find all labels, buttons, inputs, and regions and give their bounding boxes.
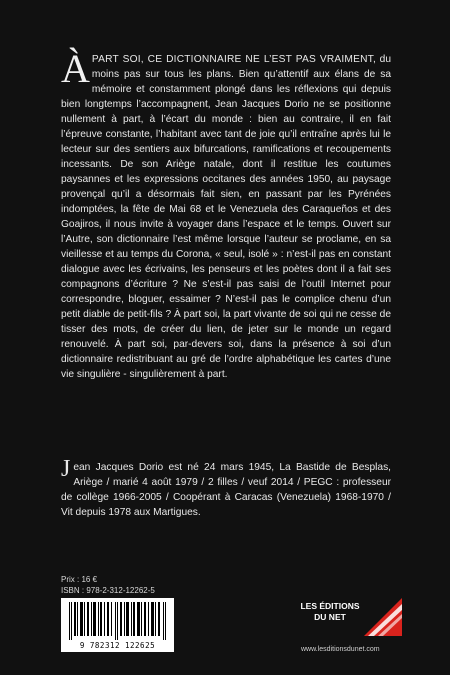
barcode-bars bbox=[67, 602, 168, 640]
bio-text: ean Jacques Dorio est né 24 mars 1945, La Bastide de Besplas, Ariège / marié 4 août 1979 / 2 filles / veuf 2014 / PEGC : professeur de collège 1966-2005 / Coopérant à Caracas (Venezuela) 1968-1970 / Vit depuis 1978 aux Martigues. bbox=[61, 462, 391, 518]
publisher-name-line2: DU NET bbox=[314, 612, 346, 622]
publisher-mark-icon bbox=[364, 598, 402, 636]
back-cover-blurb bbox=[61, 46, 391, 382]
author-bio bbox=[61, 456, 391, 520]
bio-dropcap: J bbox=[61, 456, 71, 482]
isbn-barcode bbox=[61, 598, 174, 652]
blurb-dropcap: À bbox=[61, 46, 90, 91]
blurb-lead-caps: PART SOI, CE DICTIONNAIRE NE L’EST PAS VRAIMENT, bbox=[91, 54, 376, 65]
publisher-website[interactable]: www.lesditionsdunet.com bbox=[301, 646, 380, 653]
price-isbn-block bbox=[61, 574, 155, 596]
isbn-label: ISBN : 978-2-312-12262-5 bbox=[61, 586, 155, 595]
barcode-number: 9 782312 122625 bbox=[79, 641, 156, 650]
publisher-logo bbox=[296, 598, 406, 638]
blurb-text: du moins pas sur tous les plans. Bien qu’attentif aux élans de sa mémoire et constamment plongé dans les réflexions qui depuis bien longtemps l’accompagnent, Jean Jacques Dorio ne se positionne nullement à part, à l’écart du monde : bien au contraire, il en fait l’épreuve constante, l’habitant avec tant de joie qu’il entraîne après lui le lecteur sur des sentiers aux bifurcations, ramifications et recoupements incessants. De son Ariège natale, dont il restitue les coutumes paysannes et les expressions occitanes des années 1950, au paysage provençal qu’il a désormais fait sien, en passant par les Pyrénées indomptées, la fête de Mai 68 et le Venezuela des Caraqueños et des Goajiros, il nous invite à voyager dans l’espace et le temps. Ouvert sur l’Autre, son dictionnaire l’est même lorsque l’auteur se proclame, en sa vieillesse et au temps du Corona, « seul, isolé » : n’est-il pas en constant dialogue avec les écrivains, les penseurs et les poètes dont il a fait ses compagnons d’écriture ? Ne s’est-il pas saisi de l’outil Internet pour correspondre, bloguer, essaimer ? N’est-il pas le complice chenu d’un petit diable de petit-fils ? À part soi, la part vivante de soi qui ne cesse de tisser des mots, de créer du lien, de jeter sur le monde un regard renouvelé. À part soi, par-devers soi, dans la présence à soi d’un dictionnaire redistribuant au gré de l’ordre alphabétique les cartes d’une vie singulière - singulièrement à part. bbox=[61, 54, 391, 380]
price-label: Prix : 16 € bbox=[61, 575, 98, 584]
publisher-name-line1: LES ÉDITIONS bbox=[300, 601, 360, 611]
